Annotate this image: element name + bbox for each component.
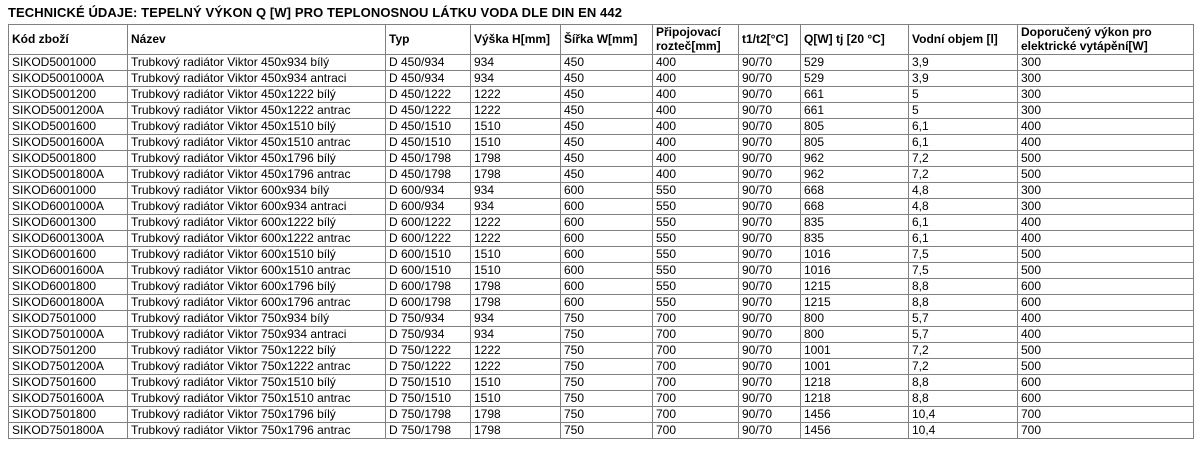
column-header-kod: Kód zboží bbox=[9, 25, 128, 55]
cell-typ: D 750/1222 bbox=[386, 343, 471, 359]
cell-vyska: 1798 bbox=[471, 295, 561, 311]
cell-dopor: 300 bbox=[1018, 183, 1194, 199]
cell-typ: D 600/1798 bbox=[386, 279, 471, 295]
cell-nazev: Trubkový radiátor Viktor 450x934 bílý bbox=[128, 55, 386, 71]
cell-sirka: 600 bbox=[561, 199, 653, 215]
column-header-q: Q[W] tj [20 °C] bbox=[801, 25, 909, 55]
cell-sirka: 600 bbox=[561, 247, 653, 263]
cell-q: 661 bbox=[801, 87, 909, 103]
cell-roztec: 700 bbox=[653, 359, 739, 375]
cell-dopor: 300 bbox=[1018, 55, 1194, 71]
cell-nazev: Trubkový radiátor Viktor 450x1796 antrac bbox=[128, 167, 386, 183]
cell-kod: SIKOD6001300A bbox=[9, 231, 128, 247]
cell-roztec: 550 bbox=[653, 263, 739, 279]
cell-typ: D 600/1222 bbox=[386, 215, 471, 231]
cell-t1t2: 90/70 bbox=[739, 343, 801, 359]
cell-dopor: 500 bbox=[1018, 343, 1194, 359]
column-header-nazev: Název bbox=[128, 25, 386, 55]
cell-typ: D 750/1510 bbox=[386, 375, 471, 391]
cell-dopor: 500 bbox=[1018, 247, 1194, 263]
cell-nazev: Trubkový radiátor Viktor 450x1796 bílý bbox=[128, 151, 386, 167]
cell-roztec: 400 bbox=[653, 55, 739, 71]
cell-dopor: 500 bbox=[1018, 151, 1194, 167]
cell-roztec: 550 bbox=[653, 247, 739, 263]
cell-q: 835 bbox=[801, 215, 909, 231]
cell-kod: SIKOD6001600A bbox=[9, 263, 128, 279]
cell-sirka: 600 bbox=[561, 263, 653, 279]
table-row bbox=[9, 183, 1194, 199]
cell-objem: 6,1 bbox=[909, 215, 1018, 231]
cell-vyska: 1222 bbox=[471, 343, 561, 359]
cell-roztec: 400 bbox=[653, 167, 739, 183]
cell-objem: 7,5 bbox=[909, 247, 1018, 263]
cell-typ: D 450/1798 bbox=[386, 167, 471, 183]
cell-typ: D 750/1510 bbox=[386, 391, 471, 407]
cell-nazev: Trubkový radiátor Viktor 450x1222 antrac bbox=[128, 103, 386, 119]
cell-dopor: 300 bbox=[1018, 87, 1194, 103]
cell-vyska: 1510 bbox=[471, 119, 561, 135]
cell-t1t2: 90/70 bbox=[739, 423, 801, 439]
cell-kod: SIKOD7501000A bbox=[9, 327, 128, 343]
page-title: TECHNICKÉ ÚDAJE: TEPELNÝ VÝKON Q [W] PRO TEPLONOSNOU LÁTKU VODA DLE DIN EN 442 bbox=[8, 5, 623, 20]
cell-t1t2: 90/70 bbox=[739, 199, 801, 215]
cell-nazev: Trubkový radiátor Viktor 600x934 bílý bbox=[128, 183, 386, 199]
table-row bbox=[9, 311, 1194, 327]
cell-q: 805 bbox=[801, 135, 909, 151]
cell-t1t2: 90/70 bbox=[739, 407, 801, 423]
cell-nazev: Trubkový radiátor Viktor 750x934 bílý bbox=[128, 311, 386, 327]
cell-q: 668 bbox=[801, 199, 909, 215]
cell-dopor: 500 bbox=[1018, 167, 1194, 183]
cell-dopor: 600 bbox=[1018, 375, 1194, 391]
cell-objem: 5,7 bbox=[909, 327, 1018, 343]
column-header-t1t2: t1/t2[°C] bbox=[739, 25, 801, 55]
cell-sirka: 750 bbox=[561, 327, 653, 343]
cell-nazev: Trubkový radiátor Viktor 600x1222 antrac bbox=[128, 231, 386, 247]
cell-roztec: 400 bbox=[653, 119, 739, 135]
cell-sirka: 750 bbox=[561, 423, 653, 439]
cell-objem: 5 bbox=[909, 103, 1018, 119]
cell-objem: 10,4 bbox=[909, 407, 1018, 423]
cell-roztec: 550 bbox=[653, 279, 739, 295]
cell-kod: SIKOD7501800 bbox=[9, 407, 128, 423]
cell-typ: D 750/934 bbox=[386, 311, 471, 327]
column-header-vyska: Výška H[mm] bbox=[471, 25, 561, 55]
cell-roztec: 400 bbox=[653, 151, 739, 167]
cell-q: 800 bbox=[801, 327, 909, 343]
cell-nazev: Trubkový radiátor Viktor 450x1222 bílý bbox=[128, 87, 386, 103]
cell-dopor: 600 bbox=[1018, 391, 1194, 407]
cell-objem: 7,2 bbox=[909, 343, 1018, 359]
cell-kod: SIKOD7501800A bbox=[9, 423, 128, 439]
cell-roztec: 550 bbox=[653, 231, 739, 247]
table-row bbox=[9, 375, 1194, 391]
cell-typ: D 750/1798 bbox=[386, 407, 471, 423]
cell-typ: D 600/1798 bbox=[386, 295, 471, 311]
cell-kod: SIKOD6001300 bbox=[9, 215, 128, 231]
cell-vyska: 934 bbox=[471, 71, 561, 87]
table-row bbox=[9, 359, 1194, 375]
cell-q: 529 bbox=[801, 55, 909, 71]
cell-objem: 6,1 bbox=[909, 119, 1018, 135]
cell-sirka: 450 bbox=[561, 55, 653, 71]
cell-kod: SIKOD5001600A bbox=[9, 135, 128, 151]
cell-dopor: 400 bbox=[1018, 215, 1194, 231]
cell-vyska: 934 bbox=[471, 55, 561, 71]
cell-kod: SIKOD7501200A bbox=[9, 359, 128, 375]
cell-dopor: 400 bbox=[1018, 119, 1194, 135]
cell-roztec: 700 bbox=[653, 311, 739, 327]
cell-nazev: Trubkový radiátor Viktor 750x1510 antrac bbox=[128, 391, 386, 407]
table-body bbox=[9, 55, 1194, 439]
cell-sirka: 450 bbox=[561, 103, 653, 119]
cell-dopor: 500 bbox=[1018, 263, 1194, 279]
table-row bbox=[9, 295, 1194, 311]
cell-sirka: 750 bbox=[561, 391, 653, 407]
cell-q: 668 bbox=[801, 183, 909, 199]
cell-typ: D 600/934 bbox=[386, 183, 471, 199]
cell-objem: 8,8 bbox=[909, 279, 1018, 295]
table-row bbox=[9, 343, 1194, 359]
table-row bbox=[9, 103, 1194, 119]
cell-roztec: 550 bbox=[653, 295, 739, 311]
cell-vyska: 1222 bbox=[471, 231, 561, 247]
cell-kod: SIKOD7501200 bbox=[9, 343, 128, 359]
cell-kod: SIKOD7501600A bbox=[9, 391, 128, 407]
cell-q: 1456 bbox=[801, 423, 909, 439]
cell-roztec: 550 bbox=[653, 199, 739, 215]
cell-vyska: 1222 bbox=[471, 87, 561, 103]
cell-roztec: 400 bbox=[653, 87, 739, 103]
cell-t1t2: 90/70 bbox=[739, 311, 801, 327]
cell-typ: D 450/1798 bbox=[386, 151, 471, 167]
cell-objem: 6,1 bbox=[909, 231, 1018, 247]
cell-nazev: Trubkový radiátor Viktor 600x1796 bílý bbox=[128, 279, 386, 295]
cell-dopor: 600 bbox=[1018, 279, 1194, 295]
cell-t1t2: 90/70 bbox=[739, 231, 801, 247]
cell-t1t2: 90/70 bbox=[739, 151, 801, 167]
cell-sirka: 600 bbox=[561, 215, 653, 231]
cell-typ: D 750/1798 bbox=[386, 423, 471, 439]
cell-objem: 3,9 bbox=[909, 71, 1018, 87]
cell-vyska: 1510 bbox=[471, 375, 561, 391]
cell-vyska: 1510 bbox=[471, 247, 561, 263]
column-header-sirka: Šířka W[mm] bbox=[561, 25, 653, 55]
header-row bbox=[9, 25, 1194, 55]
table-row bbox=[9, 135, 1194, 151]
cell-kod: SIKOD6001600 bbox=[9, 247, 128, 263]
cell-vyska: 1798 bbox=[471, 407, 561, 423]
cell-kod: SIKOD6001800 bbox=[9, 279, 128, 295]
cell-nazev: Trubkový radiátor Viktor 600x934 antraci bbox=[128, 199, 386, 215]
column-header-typ: Typ bbox=[386, 25, 471, 55]
cell-vyska: 934 bbox=[471, 327, 561, 343]
cell-objem: 5 bbox=[909, 87, 1018, 103]
cell-typ: D 600/1510 bbox=[386, 247, 471, 263]
cell-roztec: 550 bbox=[653, 183, 739, 199]
table-row bbox=[9, 119, 1194, 135]
cell-kod: SIKOD6001000 bbox=[9, 183, 128, 199]
cell-nazev: Trubkový radiátor Viktor 450x1510 bílý bbox=[128, 119, 386, 135]
cell-roztec: 700 bbox=[653, 391, 739, 407]
cell-q: 962 bbox=[801, 167, 909, 183]
cell-kod: SIKOD5001000A bbox=[9, 71, 128, 87]
cell-vyska: 934 bbox=[471, 183, 561, 199]
cell-nazev: Trubkový radiátor Viktor 450x934 antraci bbox=[128, 71, 386, 87]
cell-objem: 10,4 bbox=[909, 423, 1018, 439]
cell-q: 529 bbox=[801, 71, 909, 87]
cell-objem: 5,7 bbox=[909, 311, 1018, 327]
cell-t1t2: 90/70 bbox=[739, 215, 801, 231]
cell-kod: SIKOD5001600 bbox=[9, 119, 128, 135]
cell-t1t2: 90/70 bbox=[739, 391, 801, 407]
cell-objem: 7,5 bbox=[909, 263, 1018, 279]
cell-sirka: 450 bbox=[561, 167, 653, 183]
cell-objem: 7,2 bbox=[909, 151, 1018, 167]
cell-sirka: 450 bbox=[561, 119, 653, 135]
cell-vyska: 934 bbox=[471, 199, 561, 215]
cell-vyska: 1798 bbox=[471, 167, 561, 183]
cell-sirka: 750 bbox=[561, 359, 653, 375]
cell-kod: SIKOD5001800 bbox=[9, 151, 128, 167]
table-row bbox=[9, 231, 1194, 247]
cell-roztec: 700 bbox=[653, 343, 739, 359]
cell-kod: SIKOD6001000A bbox=[9, 199, 128, 215]
table-row bbox=[9, 167, 1194, 183]
cell-vyska: 1510 bbox=[471, 391, 561, 407]
cell-roztec: 550 bbox=[653, 215, 739, 231]
cell-typ: D 450/1510 bbox=[386, 135, 471, 151]
cell-q: 1215 bbox=[801, 295, 909, 311]
cell-vyska: 1798 bbox=[471, 151, 561, 167]
cell-t1t2: 90/70 bbox=[739, 263, 801, 279]
cell-vyska: 1798 bbox=[471, 279, 561, 295]
cell-t1t2: 90/70 bbox=[739, 55, 801, 71]
cell-objem: 8,8 bbox=[909, 391, 1018, 407]
cell-q: 661 bbox=[801, 103, 909, 119]
cell-roztec: 400 bbox=[653, 71, 739, 87]
cell-dopor: 600 bbox=[1018, 295, 1194, 311]
cell-objem: 8,8 bbox=[909, 375, 1018, 391]
cell-q: 1016 bbox=[801, 247, 909, 263]
cell-dopor: 700 bbox=[1018, 407, 1194, 423]
cell-roztec: 700 bbox=[653, 375, 739, 391]
cell-typ: D 450/1222 bbox=[386, 87, 471, 103]
cell-typ: D 450/1510 bbox=[386, 119, 471, 135]
cell-nazev: Trubkový radiátor Viktor 600x1510 antrac bbox=[128, 263, 386, 279]
cell-kod: SIKOD7501600 bbox=[9, 375, 128, 391]
cell-t1t2: 90/70 bbox=[739, 87, 801, 103]
cell-objem: 3,9 bbox=[909, 55, 1018, 71]
table-row bbox=[9, 151, 1194, 167]
cell-nazev: Trubkový radiátor Viktor 600x1222 bílý bbox=[128, 215, 386, 231]
table-row bbox=[9, 279, 1194, 295]
cell-vyska: 1222 bbox=[471, 359, 561, 375]
cell-kod: SIKOD5001800A bbox=[9, 167, 128, 183]
cell-sirka: 750 bbox=[561, 407, 653, 423]
cell-dopor: 400 bbox=[1018, 327, 1194, 343]
cell-vyska: 1510 bbox=[471, 135, 561, 151]
cell-sirka: 450 bbox=[561, 87, 653, 103]
cell-t1t2: 90/70 bbox=[739, 119, 801, 135]
table-row bbox=[9, 247, 1194, 263]
cell-objem: 4,8 bbox=[909, 183, 1018, 199]
cell-nazev: Trubkový radiátor Viktor 750x934 antraci bbox=[128, 327, 386, 343]
cell-t1t2: 90/70 bbox=[739, 327, 801, 343]
table-row bbox=[9, 407, 1194, 423]
cell-dopor: 300 bbox=[1018, 71, 1194, 87]
cell-objem: 4,8 bbox=[909, 199, 1018, 215]
cell-q: 1016 bbox=[801, 263, 909, 279]
cell-nazev: Trubkový radiátor Viktor 750x1796 antrac bbox=[128, 423, 386, 439]
cell-vyska: 1798 bbox=[471, 423, 561, 439]
cell-dopor: 400 bbox=[1018, 311, 1194, 327]
radiator-spec-table bbox=[8, 24, 1194, 439]
cell-nazev: Trubkový radiátor Viktor 750x1796 bílý bbox=[128, 407, 386, 423]
cell-typ: D 600/934 bbox=[386, 199, 471, 215]
cell-roztec: 400 bbox=[653, 103, 739, 119]
cell-nazev: Trubkový radiátor Viktor 600x1510 bílý bbox=[128, 247, 386, 263]
cell-q: 800 bbox=[801, 311, 909, 327]
cell-roztec: 700 bbox=[653, 407, 739, 423]
cell-nazev: Trubkový radiátor Viktor 750x1222 antrac bbox=[128, 359, 386, 375]
cell-dopor: 500 bbox=[1018, 359, 1194, 375]
cell-typ: D 450/934 bbox=[386, 71, 471, 87]
cell-t1t2: 90/70 bbox=[739, 103, 801, 119]
cell-objem: 6,1 bbox=[909, 135, 1018, 151]
column-header-roztec: Připojovací rozteč[mm] bbox=[653, 25, 739, 55]
cell-dopor: 400 bbox=[1018, 231, 1194, 247]
table-row bbox=[9, 215, 1194, 231]
cell-sirka: 450 bbox=[561, 151, 653, 167]
table-row bbox=[9, 87, 1194, 103]
table-header bbox=[9, 25, 1194, 55]
table-row bbox=[9, 327, 1194, 343]
cell-t1t2: 90/70 bbox=[739, 375, 801, 391]
table-row bbox=[9, 391, 1194, 407]
cell-q: 1001 bbox=[801, 343, 909, 359]
cell-typ: D 450/1222 bbox=[386, 103, 471, 119]
cell-t1t2: 90/70 bbox=[739, 135, 801, 151]
cell-objem: 8,8 bbox=[909, 295, 1018, 311]
column-header-objem: Vodní objem [l] bbox=[909, 25, 1018, 55]
cell-typ: D 750/1222 bbox=[386, 359, 471, 375]
cell-t1t2: 90/70 bbox=[739, 359, 801, 375]
cell-q: 1456 bbox=[801, 407, 909, 423]
cell-q: 835 bbox=[801, 231, 909, 247]
cell-t1t2: 90/70 bbox=[739, 279, 801, 295]
cell-sirka: 600 bbox=[561, 183, 653, 199]
cell-nazev: Trubkový radiátor Viktor 450x1510 antrac bbox=[128, 135, 386, 151]
cell-vyska: 1222 bbox=[471, 103, 561, 119]
cell-sirka: 750 bbox=[561, 311, 653, 327]
cell-t1t2: 90/70 bbox=[739, 71, 801, 87]
cell-kod: SIKOD6001800A bbox=[9, 295, 128, 311]
cell-objem: 7,2 bbox=[909, 359, 1018, 375]
cell-q: 1218 bbox=[801, 391, 909, 407]
cell-vyska: 934 bbox=[471, 311, 561, 327]
cell-typ: D 600/1222 bbox=[386, 231, 471, 247]
cell-dopor: 300 bbox=[1018, 199, 1194, 215]
cell-sirka: 600 bbox=[561, 279, 653, 295]
cell-typ: D 600/1510 bbox=[386, 263, 471, 279]
cell-q: 1001 bbox=[801, 359, 909, 375]
cell-vyska: 1510 bbox=[471, 263, 561, 279]
table-row bbox=[9, 263, 1194, 279]
cell-sirka: 600 bbox=[561, 295, 653, 311]
cell-q: 962 bbox=[801, 151, 909, 167]
cell-typ: D 750/934 bbox=[386, 327, 471, 343]
table-row bbox=[9, 71, 1194, 87]
cell-typ: D 450/934 bbox=[386, 55, 471, 71]
cell-t1t2: 90/70 bbox=[739, 183, 801, 199]
cell-kod: SIKOD7501000 bbox=[9, 311, 128, 327]
cell-dopor: 400 bbox=[1018, 135, 1194, 151]
cell-nazev: Trubkový radiátor Viktor 600x1796 antrac bbox=[128, 295, 386, 311]
cell-vyska: 1222 bbox=[471, 215, 561, 231]
cell-sirka: 450 bbox=[561, 135, 653, 151]
cell-sirka: 750 bbox=[561, 375, 653, 391]
cell-kod: SIKOD5001200 bbox=[9, 87, 128, 103]
cell-nazev: Trubkový radiátor Viktor 750x1510 bílý bbox=[128, 375, 386, 391]
table-row bbox=[9, 55, 1194, 71]
cell-sirka: 750 bbox=[561, 343, 653, 359]
cell-t1t2: 90/70 bbox=[739, 167, 801, 183]
cell-t1t2: 90/70 bbox=[739, 295, 801, 311]
cell-kod: SIKOD5001200A bbox=[9, 103, 128, 119]
cell-sirka: 450 bbox=[561, 71, 653, 87]
cell-roztec: 400 bbox=[653, 135, 739, 151]
cell-q: 1218 bbox=[801, 375, 909, 391]
cell-kod: SIKOD5001000 bbox=[9, 55, 128, 71]
cell-dopor: 700 bbox=[1018, 423, 1194, 439]
cell-sirka: 600 bbox=[561, 231, 653, 247]
cell-objem: 7,2 bbox=[909, 167, 1018, 183]
table-row bbox=[9, 199, 1194, 215]
cell-roztec: 700 bbox=[653, 327, 739, 343]
column-header-dopor: Doporučený výkon pro elektrické vytápění[W] bbox=[1018, 25, 1194, 55]
cell-roztec: 700 bbox=[653, 423, 739, 439]
table-row bbox=[9, 423, 1194, 439]
cell-q: 1215 bbox=[801, 279, 909, 295]
cell-q: 805 bbox=[801, 119, 909, 135]
cell-dopor: 300 bbox=[1018, 103, 1194, 119]
cell-t1t2: 90/70 bbox=[739, 247, 801, 263]
cell-nazev: Trubkový radiátor Viktor 750x1222 bílý bbox=[128, 343, 386, 359]
